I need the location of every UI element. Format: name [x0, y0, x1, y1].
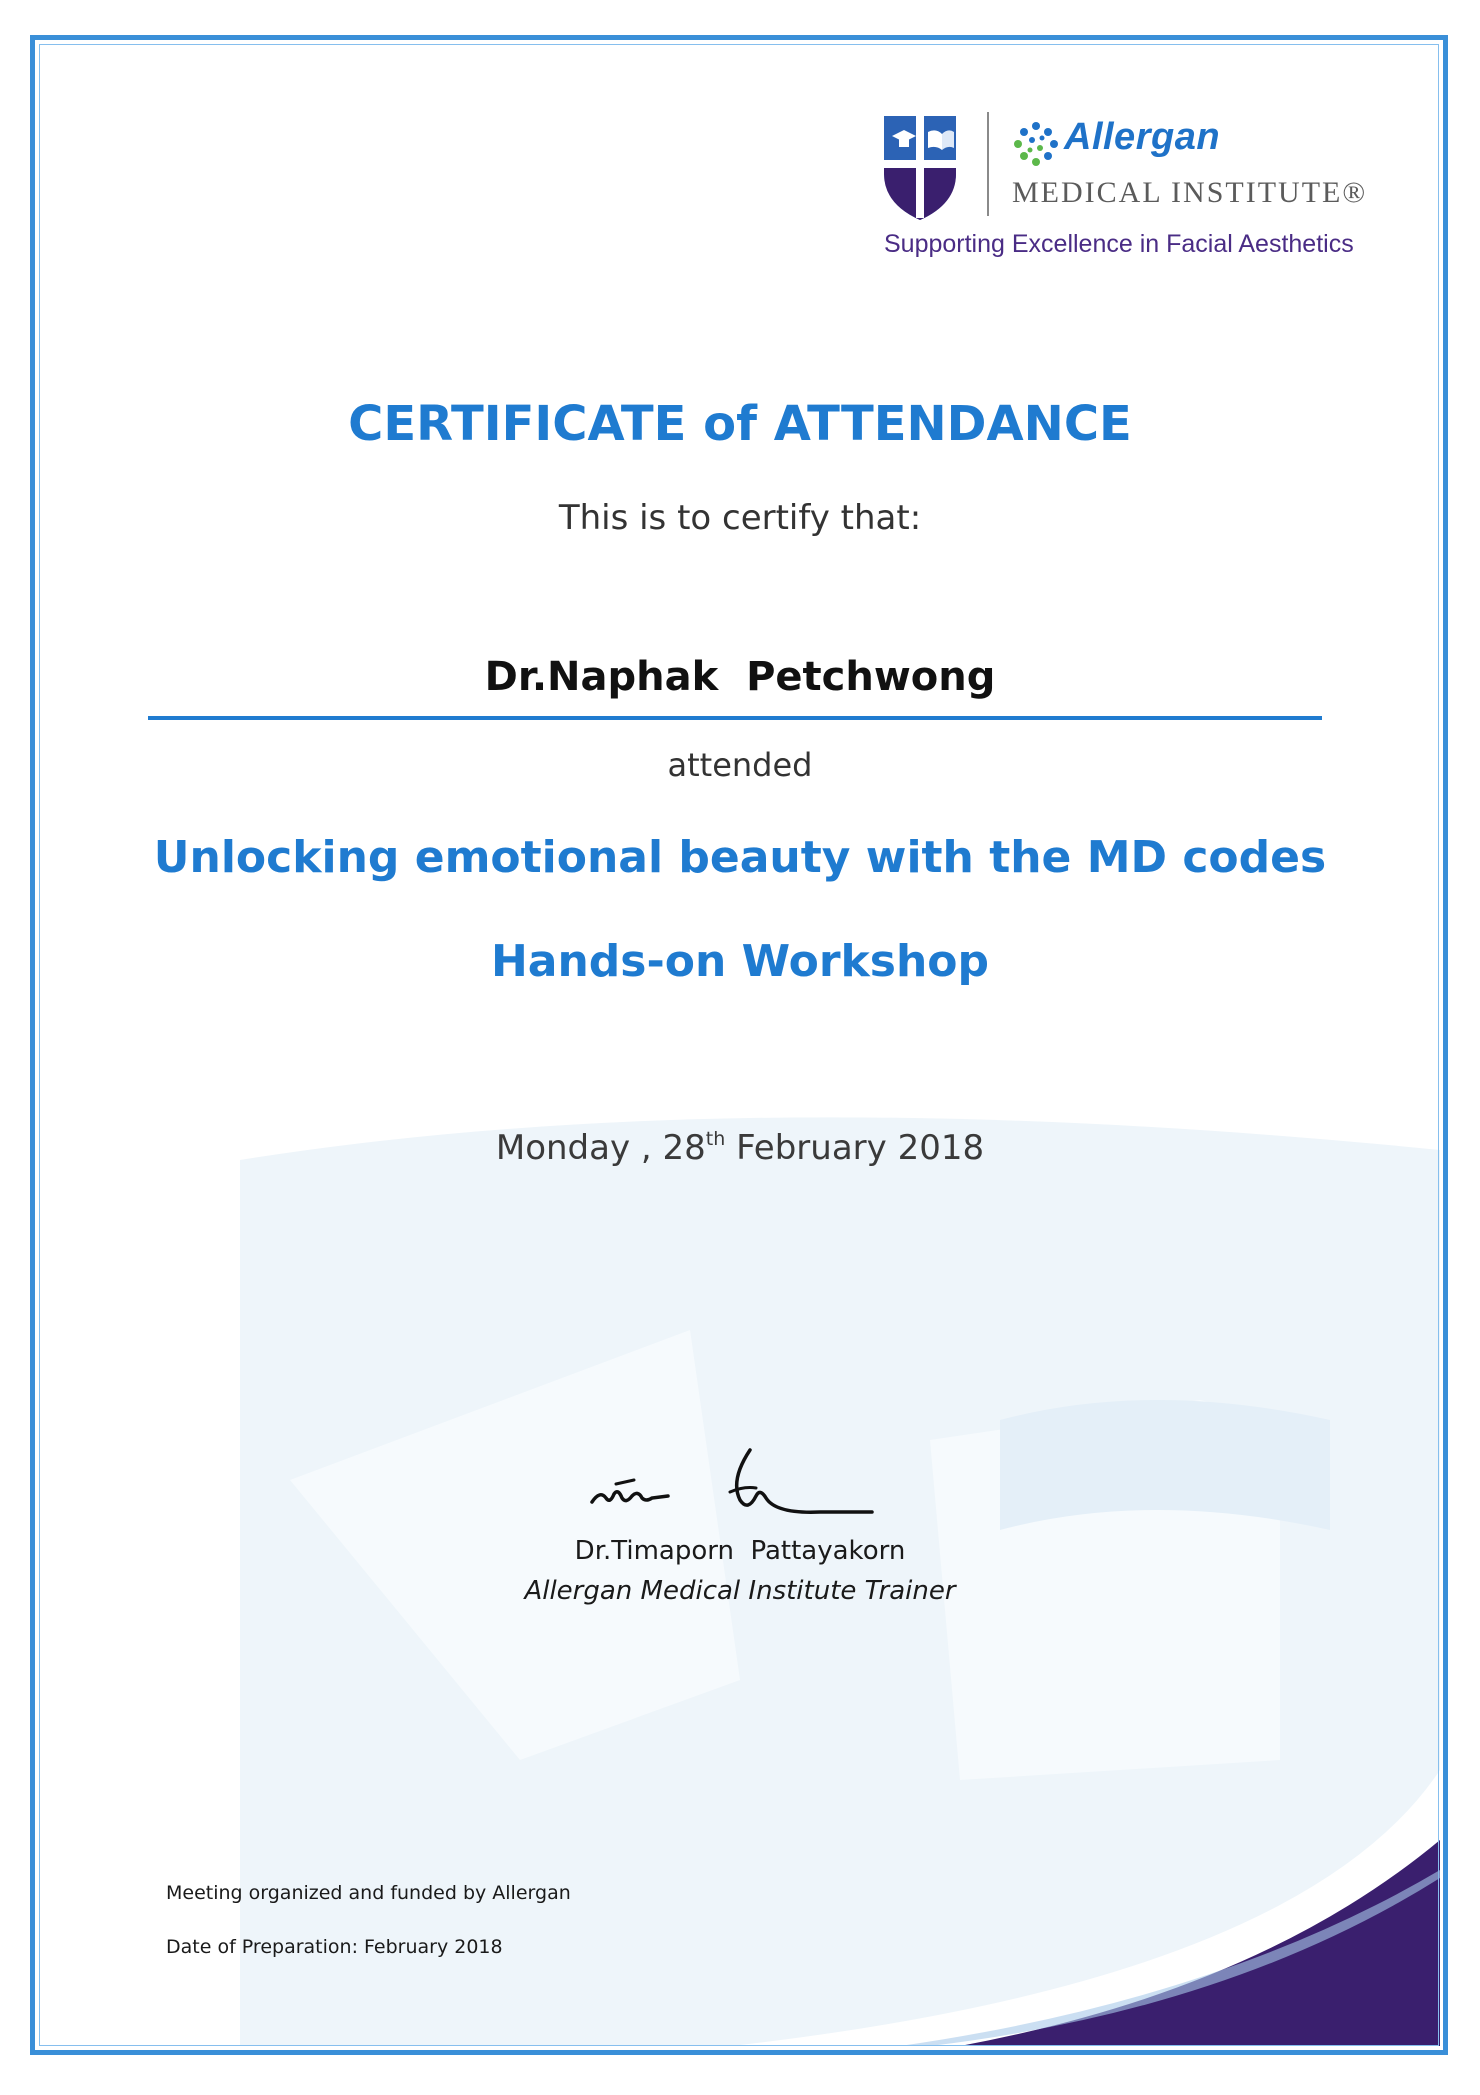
recipient-name: Dr.Naphak Petchwong: [484, 654, 996, 700]
preparation-date: Date of Preparation: February 2018: [166, 1936, 503, 1958]
name-underline: [148, 716, 1322, 720]
course-subtitle: Hands-on Workshop: [490, 936, 990, 987]
shield-icon: [880, 112, 960, 222]
certify-text: This is to certify that:: [558, 498, 922, 538]
institute-name: MEDICAL INSTITUTE®: [1012, 176, 1368, 209]
allergan-dots-icon: [1010, 120, 1060, 168]
course-title: Unlocking emotional beauty with the MD codes: [153, 832, 1327, 883]
date-rest: February 2018: [725, 1128, 985, 1168]
inner-border: [39, 44, 1439, 2046]
event-date: [0, 1128, 1480, 1168]
attended-text: attended: [667, 746, 813, 784]
tagline: Supporting Excellence in Facial Aesthetics: [884, 230, 1354, 258]
certificate-title: CERTIFICATE of ATTENDANCE: [348, 396, 1132, 452]
organizer-note: Meeting organized and funded by Allergan: [166, 1882, 571, 1904]
date-prefix: Monday , 28: [495, 1128, 706, 1168]
trainer-role: Allergan Medical Institute Trainer: [524, 1576, 956, 1606]
logo-divider: [987, 112, 989, 216]
allergan-logo: [880, 108, 1400, 268]
trainer-name: Dr.Timaporn Pattayakorn: [574, 1536, 906, 1566]
date-ordinal: th: [705, 1128, 726, 1150]
trainer-signature: [580, 1440, 880, 1530]
brand-name: Allergan: [1064, 116, 1221, 158]
